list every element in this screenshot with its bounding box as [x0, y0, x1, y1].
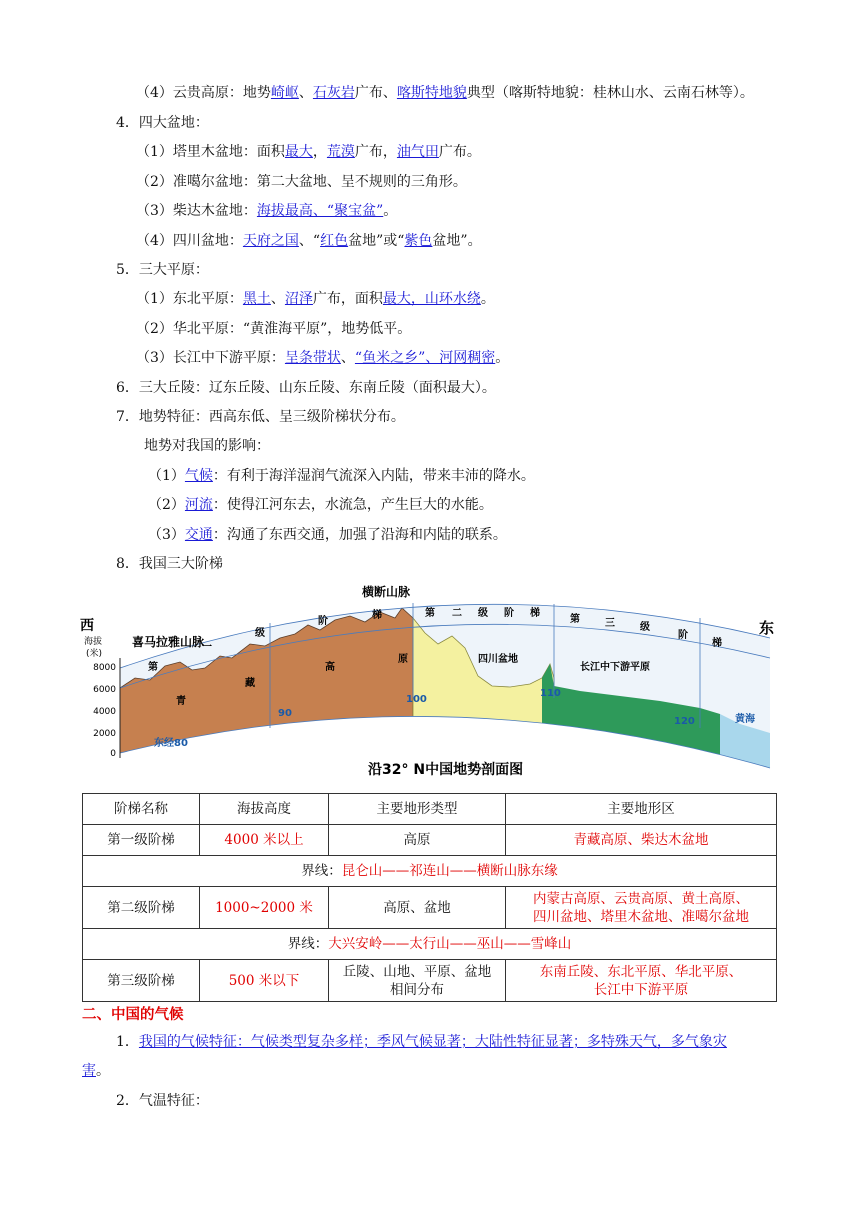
link-huangmo[interactable]: 荒漠	[326, 144, 355, 160]
step1-char-2: 级	[255, 628, 265, 639]
sichuan-basin-label: 四川盆地	[478, 654, 518, 665]
influence-title: 地势对我国的影响：	[144, 438, 270, 454]
link-climate-features[interactable]: 我国的气候特征：气候类型复杂多样；季风气候显著；大陆性特征显著；多特殊天气，多气象灾	[138, 1034, 727, 1050]
yungui-line: （4）云贵高原：地势崎岖、石灰岩广布、喀斯特地貌典型（喀斯特地貌：桂林山水、云南石林等）。	[136, 85, 754, 101]
types-cell: 丘陵、山地、平原、盆地 相间分布	[329, 960, 506, 1002]
west-label: 西	[80, 618, 94, 634]
steps-table	[82, 793, 777, 1002]
link-climate-features-end[interactable]: 害	[82, 1063, 96, 1079]
table-row	[83, 825, 777, 856]
northeast-line: （1）东北平原：黑土、沼泽广布，面积最大，山环水绕。	[136, 291, 495, 307]
link-tianfu[interactable]: 天府之国	[242, 233, 299, 249]
table-row	[83, 960, 777, 1002]
basins-title: 4．四大盆地：	[116, 115, 209, 131]
hills-line: 6．三大丘陵：辽东丘陵、山东丘陵、东南丘陵（面积最大）。	[116, 380, 496, 396]
boundary-row	[83, 856, 777, 887]
step3-char-4: 梯	[712, 638, 722, 649]
himalaya-label: 喜马拉雅山脉	[132, 635, 205, 649]
step2-char-3: 阶	[504, 608, 514, 619]
yangtze-plain-label: 长江中下游平原	[580, 662, 650, 673]
junggar-line: （2）准噶尔盆地：第二大盆地、呈不规则的三角形。	[136, 174, 467, 190]
height-cell: 4000 米以上	[200, 825, 329, 856]
boundary-cell: 界线：昆仑山——祁连山——横断山脉东缘	[83, 856, 777, 887]
table-header-cell: 主要地形类型	[329, 794, 506, 825]
terrain-profile-figure	[80, 578, 780, 783]
types-cell: 高原、盆地	[329, 887, 506, 929]
northchina-line: （2）华北平原：“黄淮海平原”，地势低平。	[136, 321, 412, 337]
step-name-cell: 第三级阶梯	[83, 960, 200, 1002]
climate-line: （1）气候：有利于海洋湿润气流深入内陆，带来丰沛的降水。	[148, 468, 535, 484]
lon-100-label: 100	[406, 694, 427, 705]
height-cell: 500 米以下	[200, 960, 329, 1002]
link-heliu[interactable]: 河流	[184, 497, 213, 513]
height-cell: 1000~2000 米	[200, 887, 329, 929]
steps-title: 8．我国三大阶梯	[116, 556, 223, 572]
hengduan-label: 横断山脉	[362, 585, 411, 599]
step-name-cell: 第一级阶梯	[83, 825, 200, 856]
regions-cell: 内蒙古高原、云贵高原、黄土高原、 四川盆地、塔里木盆地、准噶尔盆地	[506, 887, 777, 929]
plateau-char-1: 藏	[245, 678, 255, 689]
types-cell: 高原	[329, 825, 506, 856]
boundary-cell: 界线：大兴安岭——太行山——巫山——雪峰山	[83, 929, 777, 960]
ytick-0: 0	[110, 749, 116, 759]
lon-110-label: 110	[540, 688, 561, 699]
regions-cell: 青藏高原、柴达木盆地	[506, 825, 777, 856]
table-header-cell: 海拔高度	[200, 794, 329, 825]
table-header-cell: 阶梯名称	[83, 794, 200, 825]
link-heitu[interactable]: 黑土	[242, 291, 271, 307]
tarim-line: （1）塔里木盆地：面积最大，荒漠广布，油气田广布。	[136, 144, 481, 160]
ytick-2000: 2000	[93, 729, 116, 739]
table-header-cell: 主要地形区	[506, 794, 777, 825]
step1-char-3: 阶	[318, 616, 328, 627]
link-zhaoze[interactable]: 沼泽	[284, 291, 313, 307]
ytick-4000: 4000	[93, 707, 116, 717]
step1-char-0: 第	[148, 662, 158, 673]
transport-line: （3）交通：沟通了东西交通，加强了沿海和内陆的联系。	[148, 527, 507, 543]
ytick-6000: 6000	[93, 685, 116, 695]
sichuan-line: （4）四川盆地：天府之国、“红色盆地”或“紫色盆地”。	[136, 233, 482, 249]
climate-feature-line-1: 1．我国的气候特征：气候类型复杂多样；季风气候显著；大陆性特征显著；多特殊天气，多气象灾	[116, 1034, 727, 1050]
link-qiqu[interactable]: 崎岖	[270, 85, 299, 101]
link-karst[interactable]: 喀斯特地貌	[396, 85, 467, 101]
ytick-8000: 8000	[93, 663, 116, 673]
link-shanhuan[interactable]: 最大，山环水绕	[382, 291, 481, 307]
step1-char-4: 梯	[372, 610, 382, 621]
link-youqitian[interactable]: 油气田	[396, 144, 439, 160]
link-jubaopen[interactable]: 海拔最高、“聚宝盆”	[256, 203, 384, 219]
plateau-char-2: 高	[325, 662, 335, 673]
boundary-row	[83, 929, 777, 960]
link-tiaodai[interactable]: 呈条带状	[284, 350, 341, 366]
section-2-title: 二、中国的气候	[82, 1007, 184, 1023]
yangtze-line: （3）长江中下游平原：呈条带状、“鱼米之乡”、河网稠密。	[136, 350, 510, 366]
climate-feature-line-2: 害。	[82, 1063, 110, 1079]
figure-caption: 沿32° N中国地势剖面图	[368, 762, 524, 778]
step1-char-1: 一	[202, 642, 212, 653]
plains-title: 5．三大平原：	[116, 262, 209, 278]
step2-char-4: 梯	[530, 608, 540, 619]
step-name-cell: 第二级阶梯	[83, 887, 200, 929]
yaxis-label-1: 海拔	[84, 637, 103, 647]
link-hongse[interactable]: 红色	[320, 233, 349, 249]
yellow-sea-label: 黄海	[735, 714, 755, 725]
link-yumi[interactable]: “鱼米之乡”、河网稠密	[354, 350, 496, 366]
yaxis-label-2: (米)	[86, 649, 103, 659]
east-label: 东	[758, 619, 774, 637]
step2-char-2: 级	[478, 608, 488, 619]
link-qihou[interactable]: 气候	[184, 468, 213, 484]
regions-cell: 东南丘陵、东北平原、华北平原、 长江中下游平原	[506, 960, 777, 1002]
step3-char-3: 阶	[678, 630, 688, 641]
qaidam-line: （3）柴达木盆地：海拔最高、“聚宝盆”。	[136, 203, 398, 219]
link-jiaotong[interactable]: 交通	[184, 527, 213, 543]
link-shihuiyan[interactable]: 石灰岩	[312, 85, 355, 101]
step3-char-2: 级	[640, 622, 650, 633]
plateau-char-3: 原	[398, 654, 408, 665]
table-row	[83, 887, 777, 929]
temperature-title: 2．气温特征：	[116, 1093, 209, 1109]
step2-char-1: 二	[452, 608, 462, 619]
step3-char-1: 三	[605, 618, 615, 629]
lon-120-label: 120	[674, 716, 695, 727]
rivers-line: （2）河流：使得江河东去，水流急，产生巨大的水能。	[148, 497, 493, 513]
link-zuida[interactable]: 最大	[284, 144, 313, 160]
step2-char-0: 第	[425, 608, 435, 619]
lon-80-label: 东经80	[154, 738, 188, 749]
table-header-row	[83, 794, 777, 825]
terrain-line: 7．地势特征：西高东低、呈三级阶梯状分布。	[116, 409, 405, 425]
link-zise[interactable]: 紫色	[404, 233, 433, 249]
plateau-char-0: 青	[176, 696, 186, 707]
step3-char-0: 第	[570, 614, 580, 625]
lon-90-label: 90	[278, 708, 292, 719]
